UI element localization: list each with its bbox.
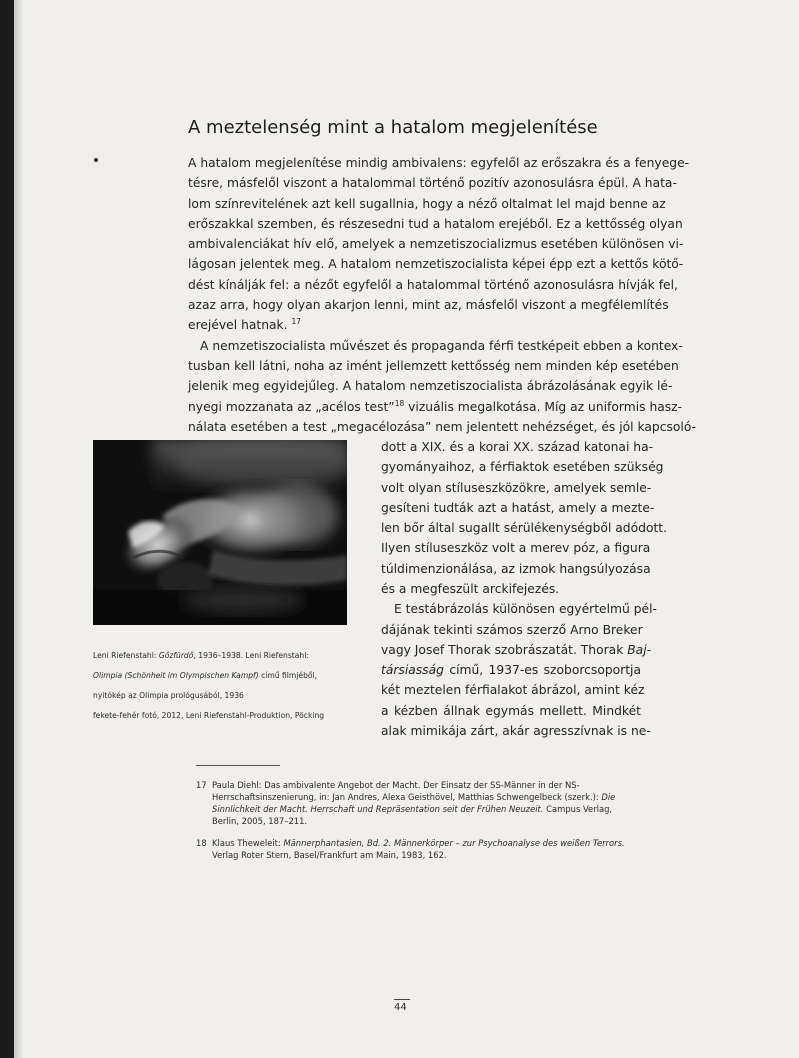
body-line: tusban kell látni, noha az imént jellemzett kettősség nem minden kép esetében xyxy=(188,359,679,373)
page-number: 44 xyxy=(394,1002,407,1013)
body-line: jelenik meg egyidejűleg. A hatalom nemzetiszocialista ábrázolásának egyik lé- xyxy=(188,379,673,393)
body-line: a kézben állnak egymás mellett. Mindkét xyxy=(381,704,641,718)
body-line: nálata esetében a test „megacélozása” nem jelentett nehézséget, és jól kapcsoló- xyxy=(188,420,697,434)
body-line: nyegi mozzanata az „acélos test”$^{18}$ vizuális megalkotása. Míg az uniformis hasz- xyxy=(188,398,683,414)
body-line: lágosan jelentek meg. A hatalom nemzetiszocialista képei épp ezt a kettős kötő- xyxy=(188,257,684,271)
body-line: alak mimikája zárt, akár agresszívnak is ne- xyxy=(381,724,651,738)
photo-caption-line: fekete-fehér fotó, 2012, Leni Riefenstahl-Produktion, Pöcking xyxy=(93,711,325,720)
footnote-number: 17 xyxy=(196,780,207,790)
body-line: és a megfeszült arckifejezés. xyxy=(381,582,560,596)
footnote-line: Klaus Theweleit: Männerphantasien, Bd. 2. Männerkörper – zur Psychoanalyse des weißen Terrors. xyxy=(212,838,625,848)
body-line: ambivalenciákat hív elő, amelyek a nemzetiszocializmus esetében különösen vi- xyxy=(188,237,684,251)
footnote-line: Herrschaftsinszenierung, in: Jan Andres, Alexa Geisthövel, Matthias Schwengelbeck (szerk.): Die xyxy=(212,792,616,802)
body-line: tésre, másfelől viszont a hatalommal történő pozitív azonosulásra épül. A hata- xyxy=(188,176,677,190)
body-line: társiasság című, 1937-es szoborcsoportja xyxy=(381,663,641,677)
footnote-line: Sinnlichkeit der Macht. Herrschaft und Repräsentation seit der Frühen Neuzeit. Campus Verlag, xyxy=(212,804,613,814)
footnote-divider xyxy=(196,765,280,766)
photograph-steam-bath xyxy=(93,440,347,625)
footnote-line: Verlag Roter Stern, Basel/Frankfurt am Main, 1983, 162. xyxy=(212,850,447,860)
body-line: A nemzetiszocialista művészet és propaganda férfi testképeit ebben a kontex- xyxy=(200,339,683,353)
body-line: két meztelen férfialakot ábrázol, amint kéz xyxy=(381,683,645,697)
gutter-shadow xyxy=(14,0,24,1058)
body-line: gyományaihoz, a férfiaktok esetében szükség xyxy=(381,460,664,474)
body-line: Ilyen stíluseszköz volt a merev póz, a figura xyxy=(381,541,651,555)
footnote-ref-17[interactable]: 17 xyxy=(291,316,302,326)
body-line: E testábrázolás különösen egyértelmű pél- xyxy=(394,602,657,616)
footnote-ref-18[interactable]: 18 xyxy=(394,398,405,408)
body-line: lom színrevitelének azt kell sugallnia, hogy a néző oltalmat lel majd benne az xyxy=(188,197,666,211)
photograph-figure xyxy=(93,440,347,625)
body-line: vagy Josef Thorak szobrászatát. Thorak Baj- xyxy=(381,643,652,657)
body-line: dott a XIX. és a korai XX. század katonai ha- xyxy=(381,440,654,454)
body-line: erejével hatnak. $^{17}$ xyxy=(188,316,302,332)
page-number-rule xyxy=(394,999,410,1000)
body-line: dést kínálják fel: a nézőt egyfelől a hatalommal történő azonosulásra hívják fel, xyxy=(188,278,678,292)
body-line: len bőr által sugallt sérülékenységből adódott. xyxy=(381,521,668,535)
body-line: volt olyan stíluseszközökre, amelyek semle- xyxy=(381,481,652,495)
footnote-line: Berlin, 2005, 187–211. xyxy=(212,816,308,826)
body-line: túldimenzionálása, az izmok hangsúlyozása xyxy=(381,562,651,576)
body-line: gesíteni tudták azt a hatást, amely a mezte- xyxy=(381,501,655,515)
footnote-number: 18 xyxy=(196,838,207,848)
photo-caption-line: Leni Riefenstahl: Gőzfürdő, 1936–1938. Leni Riefenstahl: xyxy=(93,651,309,660)
section-heading: A meztelenség mint a hatalom megjelenítése xyxy=(188,117,598,138)
body-line: A hatalom megjelenítése mindig ambivalens: egyfelől az erőszakra és a fenyege- xyxy=(188,156,690,170)
body-line: erőszakkal szemben, és részesedni tud a hatalom erejéből. Ez a kettősség olyan xyxy=(188,217,683,231)
body-line: dájának tekinti számos szerző Arno Breker xyxy=(381,623,643,637)
margin-dot xyxy=(94,158,98,162)
footnote-line: Paula Diehl: Das ambivalente Angebot der Macht. Der Einsatz der SS-Männer in der NS- xyxy=(212,780,580,790)
body-line: azaz arra, hogy olyan akarjon lenni, mint az, másfelől viszont a megfélemlítés xyxy=(188,298,669,312)
photo-caption-line: Olimpia (Schönheit im Olympischen Kampf) című filmjéből, xyxy=(93,671,318,680)
photo-caption-line: nyitókép az Olimpia prológusából, 1936 xyxy=(93,691,244,700)
